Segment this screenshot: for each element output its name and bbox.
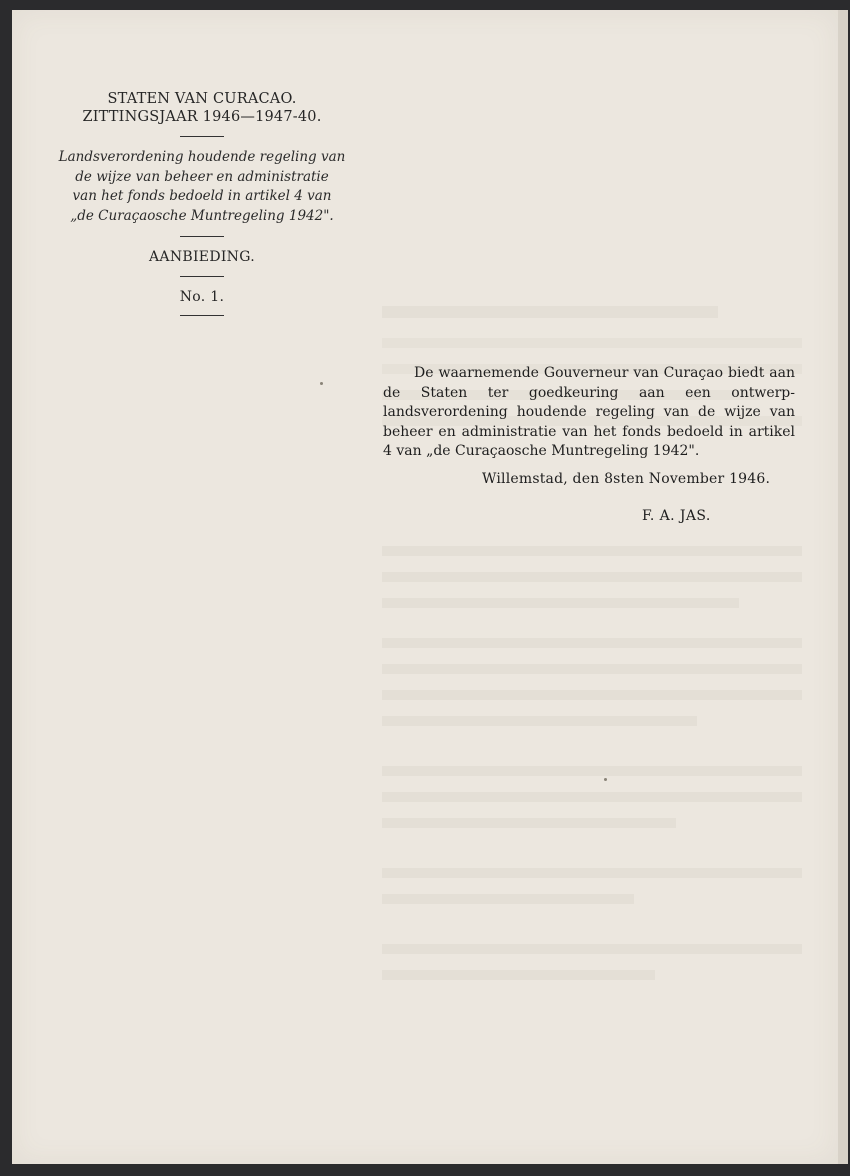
paper-speck [604,778,607,781]
body-text: De waarnemende Gouverneur van Curaçao biedt aan de Staten ter goedkeuring aan een ontwerp-landsverordening houdende regeling van de wijze van beheer en administratie van het fonds bedoeld in artikel 4 van „de Curaçaosche Muntregeling 1942". [383,365,795,459]
description-line: Landsverordening houdende regeling van [58,149,346,165]
document-type: AANBIEDING. [149,249,255,265]
ordinance-description [52,148,352,226]
page-edge [838,10,848,1164]
signature-name: F. A. JAS. [642,508,711,524]
document-number: No. 1. [179,289,225,305]
heading-block [52,90,352,327]
assembly-title: STATEN VAN CURACAO. [107,91,297,107]
session-year: ZITTINGSJAAR 1946—1947-40. [82,109,322,125]
description-line: de wijze van beheer en administratie [75,168,329,185]
document-page [12,10,838,1164]
divider [180,276,224,277]
divider [180,236,224,237]
divider [180,315,224,316]
divider [180,136,224,137]
description-line: „de Curaçaosche Muntregeling 1942". [70,207,334,224]
place-and-date: Willemstad, den 8sten November 1946. [482,471,771,487]
description-line: van het fonds bedoeld in artikel 4 van [72,188,332,204]
body-paragraph [383,364,795,462]
paper-speck [320,382,323,385]
